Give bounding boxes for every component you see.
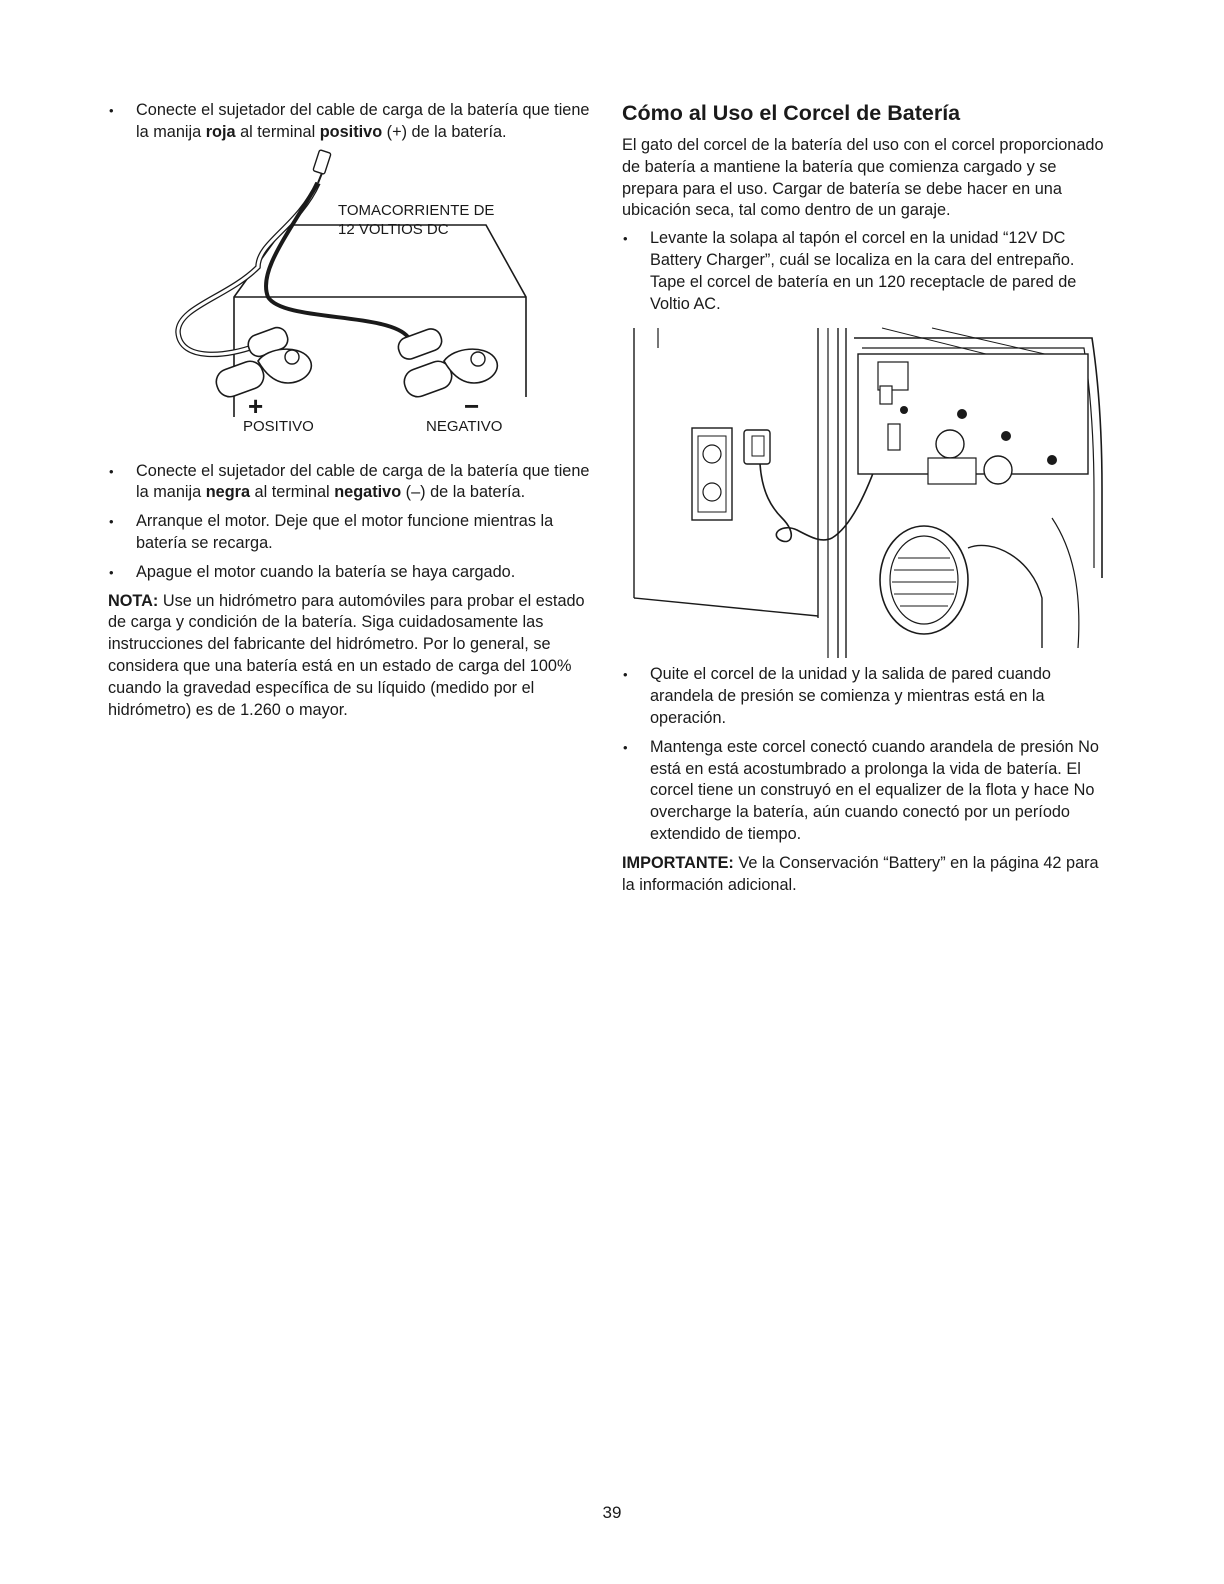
battery-charger-icon: [744, 430, 770, 464]
bullet-keep-connected: • Mantenga este corcel conectó cuando arandela de presión No está en está acostumbrado a prolonga la vida de batería. El corcel tiene un construyó en el equalizer de la flota y hace No overcharge la batería, aún cuando conectó por un período extendido de tiempo.: [622, 737, 1112, 846]
important-paragraph: IMPORTANTE: Ve la Conservación “Battery” en la página 42 para la información adicional.: [622, 853, 1099, 894]
negative-clamp-icon: [396, 326, 498, 400]
intro-paragraph: El gato del corcel de la batería del uso con el corcel proporcionado de batería a mantiene la batería que comienza cargado y se prepara para el uso. Cargar de batería se debe hacer en una ubicación seca, tal como dentro de un garaje.: [622, 136, 1104, 220]
engine-fan-icon: [880, 518, 1079, 648]
generator-charger-illustration: [632, 318, 1110, 658]
bullet-plug-charger: • Levante la solapa al tapón el corcel en la unidad “12V DC Battery Charger”, cuál se localiza en la cara del entrepaño. Tape el corcel de batería en un 120 receptacle de pared de Voltio AC.: [622, 228, 1112, 315]
bullet-remove-charger: • Quite el corcel de la unidad y la salida de pared cuando arandela de presión se comienza y mientras está en la operación.: [622, 664, 1112, 729]
generator-charger-figure: [632, 318, 1122, 658]
bullet-connect-black: • Conecte el sujetador del cable de carga de la batería que tiene la manija negra al terminal negativo (–) de la batería.: [108, 461, 592, 505]
right-column: [622, 100, 1112, 900]
bullet-start-engine: • Arranque el motor. Deje que el motor funcione mientras la batería se recarga.: [108, 511, 592, 555]
minus-symbol: −: [464, 390, 480, 421]
dc-plug-icon: [313, 149, 331, 182]
wall-outlet-icon: [692, 428, 732, 520]
positive-clamp-icon: [213, 324, 312, 400]
bullet-connect-red: • Conecte el sujetador del cable de carga de la batería que tiene la manija roja al terminal positivo (+) de la batería.: [108, 100, 592, 144]
battery-clamp-illustration: [108, 147, 592, 419]
section-heading: Cómo al Uso el Corcel de Batería: [622, 101, 961, 125]
control-panel: [858, 354, 1088, 484]
page-number: 39: [602, 1503, 622, 1522]
left-column: [108, 100, 592, 725]
outlet-label: TOMACORRIENTE DE 12 VOLTIOS DC: [338, 201, 495, 238]
plus-symbol: +: [248, 390, 264, 421]
negative-label: NEGATIVO: [426, 417, 503, 435]
note-paragraph: NOTA: Use un hidrómetro para automóviles para probar el estado de carga y condición de la batería. Siga cuidadosamente las instrucciones del fabricante del hidrómetro. Por lo general, se considera que una batería está en un estado de carga del 100% cuando la gravedad específica de su líquido (medido por el hidrómetro) es de 1.260 o mayor.: [108, 591, 585, 719]
positive-label: POSITIVO: [243, 417, 314, 435]
battery-clamp-figure: [108, 147, 592, 435]
bullet-stop-engine: • Apague el motor cuando la batería se haya cargado.: [108, 562, 592, 584]
